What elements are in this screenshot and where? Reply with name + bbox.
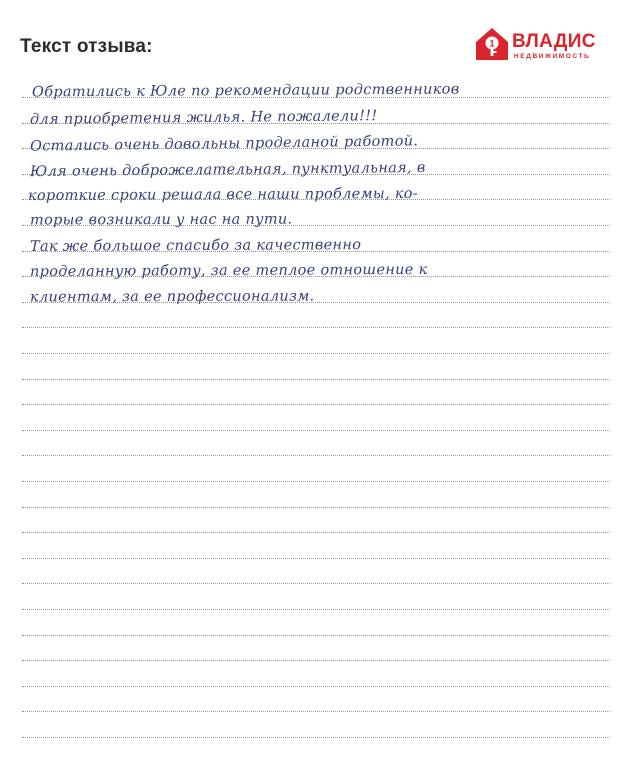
ruled-line [22,635,610,636]
logo-subtitle: НЕДВИЖИМОСТЬ [514,53,591,60]
ruled-line [22,455,610,456]
ruled-line [22,327,610,328]
review-line: короткие сроки решала все наши проблемы, ко- [27,185,419,205]
review-line: торые возникали у нас на пути. [29,211,293,229]
ruled-line [22,583,610,584]
ruled-line [22,507,610,508]
ruled-line [22,379,610,380]
ruled-line [22,532,610,533]
review-line: Юля очень доброжелательная, пунктуальная, в [29,159,426,181]
ruled-line [22,558,610,559]
ruled-line [22,686,610,687]
page-title: Текст отзыва: [20,36,153,57]
review-line: Остались очень довольны проделаной работой. [29,133,419,155]
ruled-line [22,481,610,482]
ruled-line [22,353,610,354]
review-line: Обратились к Юле по рекомендации родственников [31,81,460,101]
review-line: для приобретения жилья. Не пожалели!!! [29,108,378,128]
review-line: проделанную работу, за ее теплое отношение к [29,261,428,281]
review-line: Так же большое спасибо за качественно [29,237,362,255]
ruled-line [22,660,610,661]
ruled-line [22,711,610,712]
house-icon [474,26,510,62]
review-line: клиентам, за ее профессионализм. [29,288,315,306]
ruled-line [22,609,610,610]
ruled-line [22,404,610,405]
logo-name: ВЛАДИС [512,31,596,52]
company-logo [474,26,614,66]
svg-text:1: 1 [489,38,495,49]
ruled-line [22,737,610,738]
ruled-line [22,430,610,431]
